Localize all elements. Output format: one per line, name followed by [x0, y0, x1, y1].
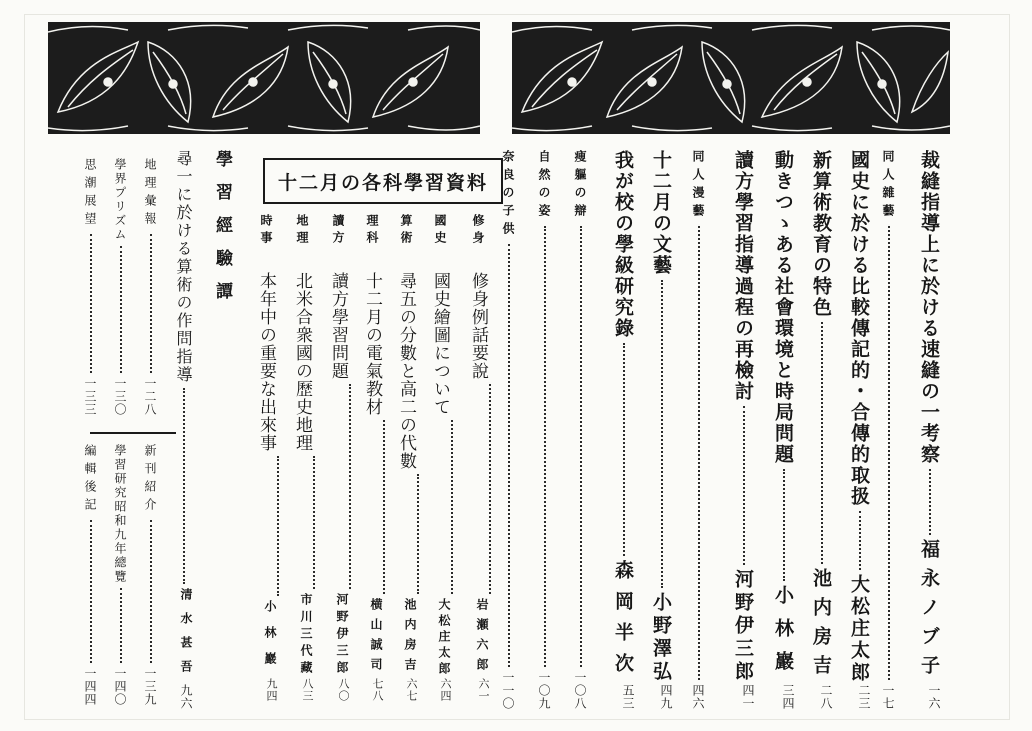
toc-author: 森岡半次 — [612, 560, 634, 684]
leader-dots — [451, 420, 453, 594]
misc-entry[interactable] — [112, 158, 129, 416]
experience-entry[interactable] — [172, 150, 195, 710]
toc-title: 十二月の文藝 — [650, 150, 672, 276]
section-title-box — [263, 158, 503, 204]
leader-dots — [783, 469, 785, 581]
material-author: 池内房吉 — [403, 598, 417, 678]
toc-title: 動きつゝある社會環境と時局問題 — [772, 150, 794, 465]
material-page: 六七 — [405, 678, 418, 702]
leader-dots — [859, 511, 861, 570]
material-page: 九四 — [265, 678, 278, 702]
subject-label: 修身 — [471, 214, 485, 248]
leader-dots — [277, 456, 279, 596]
toc-entry[interactable] — [730, 150, 757, 710]
misc-entry[interactable] — [112, 444, 129, 706]
material-page: 六一 — [477, 678, 490, 702]
experience-page: 九六 — [179, 684, 193, 710]
leader-dots — [580, 226, 582, 667]
decorative-leaf-band-left — [48, 22, 480, 134]
material-entry[interactable] — [360, 272, 385, 702]
subject-label: 時事 — [259, 214, 273, 248]
leader-dots — [313, 456, 315, 589]
toc-title: 國史に於ける比較傳記的・合傳的取扱 — [848, 150, 870, 507]
misc-title: 地理彙報 — [143, 158, 157, 230]
toc-page: 一〇九 — [537, 671, 551, 710]
material-entry[interactable] — [394, 272, 419, 702]
material-page: 八〇 — [337, 678, 350, 702]
toc-entry[interactable] — [572, 150, 589, 710]
leader-dots — [120, 246, 122, 373]
toc-title: 裁縫指導上に於ける速縫の一考察 — [918, 150, 940, 465]
toc-page: 一六 — [927, 684, 941, 710]
material-page: 八三 — [301, 678, 314, 702]
leader-dots — [623, 343, 625, 556]
toc-title: 我が校の學級研究錄 — [612, 150, 634, 339]
toc-page: 二八 — [819, 684, 833, 710]
leader-dots — [743, 406, 745, 565]
subject-label: 理科 — [365, 214, 379, 248]
material-entry[interactable] — [428, 272, 453, 702]
misc-title: 編輯後記 — [83, 444, 97, 516]
toc-page: 一一〇 — [501, 671, 515, 710]
toc-author: 福永ノブ子 — [918, 539, 940, 684]
misc-title: 學界プリズム — [113, 158, 127, 242]
leader-dots — [888, 226, 890, 680]
leader-dots — [150, 234, 152, 373]
material-title: 修身例話要說 — [468, 272, 488, 380]
toc-author: 大松庄太郎 — [848, 574, 870, 684]
misc-entry[interactable] — [82, 444, 99, 706]
toc-page: 四九 — [659, 684, 673, 710]
subject-label: 地理 — [295, 214, 309, 248]
toc-page: 四六 — [691, 684, 705, 710]
toc-entry[interactable] — [916, 150, 943, 710]
leader-dots — [90, 520, 92, 663]
toc-entry[interactable] — [690, 150, 707, 710]
toc-entry[interactable] — [610, 150, 637, 710]
toc-page: 四一 — [741, 684, 755, 710]
material-author: 市川三代藏 — [299, 593, 313, 678]
leader-dots — [417, 474, 419, 594]
leader-dots — [120, 588, 122, 663]
leader-dots — [383, 420, 385, 594]
toc-page: 二三 — [857, 684, 871, 710]
toc-title: 自然の姿 — [537, 150, 551, 222]
material-author: 大松庄太郎 — [437, 598, 451, 678]
material-author: 小林巖 — [263, 600, 277, 678]
material-title: 十二月の電氣教材 — [362, 272, 382, 416]
material-entry[interactable] — [254, 272, 279, 702]
leader-dots — [349, 384, 351, 589]
toc-entry[interactable] — [770, 150, 797, 710]
material-entry[interactable] — [466, 272, 491, 702]
decorative-leaf-band-right — [512, 22, 950, 134]
leader-dots — [508, 244, 510, 667]
toc-title: 同人漫藝 — [691, 150, 705, 222]
toc-author: 池内房吉 — [810, 568, 832, 684]
toc-author: 小林巖 — [772, 585, 794, 684]
leader-dots — [183, 388, 185, 584]
experience-heading: 學習經驗譚 — [212, 150, 232, 315]
misc-page: 一二八 — [143, 377, 157, 416]
toc-page: 一〇八 — [573, 671, 587, 710]
material-title: 北米合衆國の歷史地理 — [292, 272, 312, 452]
material-page: 七八 — [371, 678, 384, 702]
leader-dots — [489, 384, 491, 594]
leader-dots — [544, 226, 546, 667]
material-author: 岩瀬六郎 — [475, 598, 489, 678]
subject-label: 讀方 — [331, 214, 345, 248]
misc-entry[interactable] — [142, 158, 159, 416]
leader-dots — [90, 234, 92, 373]
leader-dots — [929, 469, 931, 535]
toc-author: 小野澤弘 — [650, 592, 672, 684]
leader-dots — [150, 520, 152, 663]
material-author: 横山誠司 — [369, 598, 383, 678]
misc-title: 新刊紹介 — [143, 444, 157, 516]
misc-title: 思潮展望 — [83, 158, 97, 230]
material-title: 讀方學習問題 — [328, 272, 348, 380]
toc-entry[interactable] — [648, 150, 675, 710]
divider — [90, 432, 176, 434]
material-title: 本年中の重要な出來事 — [256, 272, 276, 452]
leader-dots — [661, 280, 663, 588]
toc-author: 河野伊三郎 — [732, 569, 754, 684]
material-page: 六四 — [439, 678, 452, 702]
toc-page: 一七 — [881, 684, 895, 710]
toc-title: 新算術教育の特色 — [810, 150, 832, 318]
toc-title: 讀方學習指導過程の再檢討 — [732, 150, 754, 402]
misc-entry[interactable] — [142, 444, 159, 706]
leader-dots — [698, 226, 700, 680]
misc-entry[interactable] — [82, 158, 99, 416]
material-author: 河野伊三郎 — [335, 593, 349, 678]
misc-page: 一三〇 — [113, 377, 127, 416]
experience-title: 尋一に於ける算術の作問指導 — [174, 150, 193, 384]
subject-label: 國史 — [433, 214, 447, 248]
misc-page: 一三三 — [83, 377, 97, 416]
misc-title: 學習研究昭和九年總覽 — [113, 444, 127, 584]
toc-title: 痩軀の辯 — [573, 150, 587, 222]
experience-author: 清水甚吾 — [179, 588, 193, 684]
material-entry[interactable] — [326, 272, 351, 702]
toc-title: 奈良の子供 — [501, 150, 515, 240]
misc-page: 一四四 — [83, 667, 97, 706]
material-entry[interactable] — [290, 272, 315, 702]
toc-title: 同人雜藝 — [881, 150, 895, 222]
material-title: 國史繪圖について — [430, 272, 450, 416]
section-title: 十二月の各科學習資料 — [277, 171, 488, 194]
material-title: 尋五の分數と高二の代數 — [396, 272, 416, 470]
misc-page: 一四〇 — [113, 667, 127, 706]
leader-dots — [821, 322, 823, 564]
toc-entry[interactable] — [536, 150, 553, 710]
toc-entry[interactable] — [880, 150, 897, 710]
subject-label: 算術 — [399, 214, 413, 248]
toc-entry[interactable] — [808, 150, 835, 710]
toc-entry[interactable] — [846, 150, 873, 710]
misc-page: 一三九 — [143, 667, 157, 706]
toc-entry[interactable] — [500, 150, 517, 710]
toc-page: 三四 — [781, 684, 795, 710]
toc-page: 五三 — [621, 684, 635, 710]
